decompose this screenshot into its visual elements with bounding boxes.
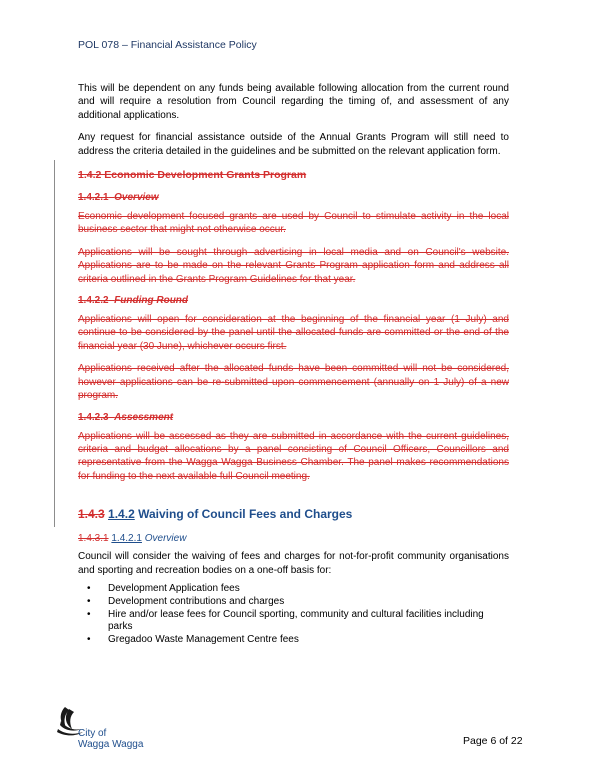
subheading-title: Funding Round	[114, 295, 189, 307]
bullet-icon: •	[87, 582, 91, 594]
logo-line-2: Wagga Wagga	[78, 739, 144, 750]
document-body	[78, 82, 509, 647]
deleted-heading: 1.4.2 Economic Development Grants Program	[78, 169, 307, 182]
paragraph: This will be dependent on any funds being available following allocation from the current round and will require a resolution from Council regarding the timing of, and assessment of any additional applications.	[78, 83, 509, 121]
subsection-title: Overview	[144, 533, 187, 545]
page-number: Page 6 of 22	[463, 735, 523, 747]
fee-list	[78, 583, 509, 647]
paragraph: Council will consider the waiving of fees and charges for not-for-profit community organisations and sporting and recreation bodies on a one-off basis for:	[78, 551, 509, 576]
bullet-icon: •	[87, 634, 91, 646]
deleted-paragraph: Applications received after the allocated funds have been committed will not be considered, however applications can be re-submitted upon commencement (annually on 1 July) of a new program.	[78, 363, 509, 402]
subheading-title: Overview	[114, 192, 159, 204]
logo-text	[78, 728, 143, 750]
logo-line-1: City of	[78, 728, 107, 739]
section-heading-waiving	[78, 507, 509, 521]
bullet-icon: •	[87, 595, 91, 607]
deleted-paragraph: Applications will open for consideration at the beginning of the financial year (1 July) and continue to be considered by the panel until the allocated funds are committed or the end of the financial year (30 June), whichever occurs first.	[78, 314, 509, 352]
paragraph: Any request for financial assistance outside of the Annual Grants Program will still need to address the criteria detailed in the guidelines and be submitted on the relevant application form.	[78, 132, 509, 157]
deleted-subheading-overview	[78, 192, 509, 203]
section-title: Waiving of Council Fees and Charges	[138, 507, 353, 522]
deleted-paragraph: Applications will be assessed as they are submitted in accordance with the current guidelines, criteria and budget allocations by a panel consisting of Council Officers, Councillors and representative from the Wagga Wagga Business Chamber. The panel makes recommendations for funding to the next available full Council meeting.	[78, 430, 509, 482]
old-section-number: 1.4.3	[78, 507, 105, 522]
list-item: • Hire and/or lease fees for Council sporting, community and cultural facilities including parks	[87, 608, 484, 633]
new-subsection-number: 1.4.2.1	[111, 533, 142, 545]
header-title: POL 078 – Financial Assistance Policy	[78, 39, 257, 51]
deleted-paragraph: Economic development focused grants are used by Council to stimulate activity in the local business sector that might not otherwise occur.	[78, 211, 509, 236]
subheading-title: Assessment	[114, 411, 174, 423]
revision-change-bar	[54, 160, 55, 527]
list-item: • Development contributions and charges	[87, 595, 285, 607]
deleted-paragraph: Applications will be sought through advertising in local media and on Council's website. Applications are to be made on the relevant Grants Program application form and address all criteria outlined in the Grants Program Guidelines for that year.	[78, 246, 509, 285]
list-item: • Development Application fees	[87, 582, 240, 594]
subsection-heading-overview	[78, 533, 509, 544]
subheading-number: 1.4.2.3	[78, 411, 109, 423]
list-item: • Gregadoo Waste Management Centre fees	[87, 634, 299, 646]
subheading-number: 1.4.2.2	[78, 295, 109, 307]
subheading-number: 1.4.2.1	[78, 192, 109, 204]
deleted-subheading-assessment	[78, 412, 509, 423]
deleted-subheading-funding	[78, 295, 509, 306]
new-section-number: 1.4.2	[108, 507, 135, 522]
bullet-icon: •	[87, 608, 91, 620]
old-subsection-number: 1.4.3.1	[78, 533, 109, 545]
